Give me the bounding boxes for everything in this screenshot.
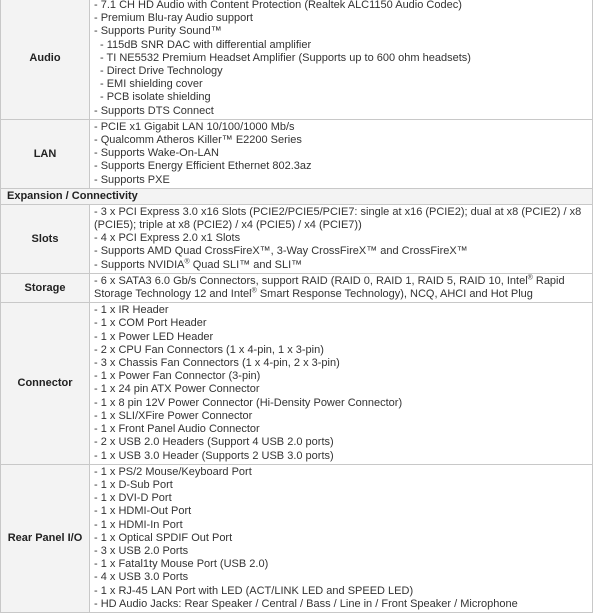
spec-content: [90, 0, 593, 119]
spec-line: - 1 x Power Fan Connector (3-pin): [94, 370, 261, 383]
spec-line: - 1 x Fatal1ty Mouse Port (USB 2.0): [94, 558, 269, 571]
spec-line: - 115dB SNR DAC with differential amplifier: [100, 38, 312, 51]
spec-label: Rear Panel I/O: [1, 464, 90, 612]
spec-line: - 1 x USB 3.0 Header (Supports 2 USB 3.0 ports): [94, 449, 334, 462]
spec-line: - 1 x Power LED Header: [94, 330, 214, 343]
spec-line: - 1 x 24 pin ATX Power Connector: [94, 383, 260, 396]
spec-line: - 1 x RJ-45 LAN Port with LED (ACT/LINK LED and SPEED LED): [94, 584, 414, 597]
spec-line: - PCIE x1 Gigabit LAN 10/100/1000 Mb/s: [94, 120, 295, 133]
spec-line: - 1 x SLI/XFire Power Connector: [94, 409, 253, 422]
spec-line: - Direct Drive Technology: [100, 65, 223, 78]
spec-line: - Supports PXE: [94, 173, 170, 186]
spec-content: [90, 273, 593, 302]
spec-line: - 1 x Front Panel Audio Connector: [94, 423, 260, 436]
spec-line: - EMI shielding cover: [100, 78, 203, 91]
spec-line: - 7.1 CH HD Audio with Content Protection (Realtek ALC1150 Audio Codec): [94, 0, 462, 11]
spec-line: - 2 x USB 2.0 Headers (Support 4 USB 2.0 ports): [94, 436, 334, 449]
spec-line: - 6 x SATA3 6.0 Gb/s Connectors, support RAID (RAID 0, RAID 1, RAID 5, RAID 10, Intel® Rapid Storage Technology 12 and Intel® Smart Response Technology), NCQ, AHCI and Hot Plug: [94, 274, 565, 301]
spec-line: - Qualcomm Atheros Killer™ E2200 Series: [94, 134, 302, 147]
spec-line: - 4 x USB 3.0 Ports: [94, 571, 189, 584]
spec-line: - TI NE5532 Premium Headset Amplifier (Supports up to 600 ohm headsets): [100, 51, 471, 64]
spec-line: - 3 x USB 2.0 Ports: [94, 544, 189, 557]
spec-content: [90, 303, 593, 464]
spec-label: Storage: [1, 273, 90, 302]
spec-line: - 1 x COM Port Header: [94, 317, 207, 330]
spec-line: - Supports NVIDIA® Quad SLI™ and SLI™: [94, 258, 303, 271]
spec-line: - Premium Blu-ray Audio support: [94, 12, 253, 25]
spec-line: - 1 x D-Sub Port: [94, 478, 173, 491]
spec-line: - PCB isolate shielding: [100, 91, 211, 104]
spec-label: Audio: [1, 0, 90, 119]
spec-line: - 1 x HDMI-In Port: [94, 518, 183, 531]
section-header-row: [1, 188, 593, 204]
spec-row: [1, 464, 593, 612]
section-header: Expansion / Connectivity: [1, 188, 593, 204]
registered-mark: ®: [527, 274, 533, 282]
registered-mark: ®: [184, 258, 190, 265]
spec-line: - 3 x Chassis Fan Connectors (1 x 4-pin, 2 x 3-pin): [94, 357, 340, 370]
spec-row: [1, 273, 593, 302]
spec-line: - 1 x 8 pin 12V Power Connector (Hi-Density Power Connector): [94, 396, 403, 409]
spec-content: [90, 204, 593, 273]
spec-line: - Supports Purity Sound™: [94, 25, 222, 38]
spec-line: - Supports Wake-On-LAN: [94, 147, 219, 160]
spec-line: - Supports Energy Efficient Ethernet 802.3az: [94, 160, 312, 173]
spec-line: - 1 x DVI-D Port: [94, 492, 172, 505]
spec-line: - 2 x CPU Fan Connectors (1 x 4-pin, 1 x 3-pin): [94, 343, 324, 356]
spec-row: [1, 204, 593, 273]
spec-content: [90, 464, 593, 612]
spec-line: - 1 x Optical SPDIF Out Port: [94, 531, 233, 544]
spec-line: - Supports AMD Quad CrossFireX™, 3-Way CrossFireX™ and CrossFireX™: [94, 245, 468, 258]
spec-line: - 1 x IR Header: [94, 304, 169, 317]
registered-mark: ®: [251, 287, 257, 295]
spec-line: - 4 x PCI Express 2.0 x1 Slots: [94, 232, 241, 245]
spec-row: [1, 0, 593, 119]
spec-line: - Supports DTS Connect: [94, 104, 214, 117]
spec-row: [1, 303, 593, 464]
spec-label: Slots: [1, 204, 90, 273]
spec-line: - 1 x HDMI-Out Port: [94, 505, 192, 518]
spec-row: [1, 119, 593, 188]
spec-line: - HD Audio Jacks: Rear Speaker / Central / Bass / Line in / Front Speaker / Microphone: [94, 597, 518, 610]
spec-line: - 1 x PS/2 Mouse/Keyboard Port: [94, 465, 252, 478]
spec-content: [90, 119, 593, 188]
specifications-table-body: [1, 0, 593, 612]
spec-label: LAN: [1, 119, 90, 188]
spec-label: Connector: [1, 303, 90, 464]
spec-line: - 3 x PCI Express 3.0 x16 Slots (PCIE2/PCIE5/PCIE7: single at x16 (PCIE2); dual at x8 (PCIE2) / x8 (PCIE5); triple at x8 (PCIE2) / x4 (PCIE5) / x4 (PCIE7)): [94, 205, 582, 232]
